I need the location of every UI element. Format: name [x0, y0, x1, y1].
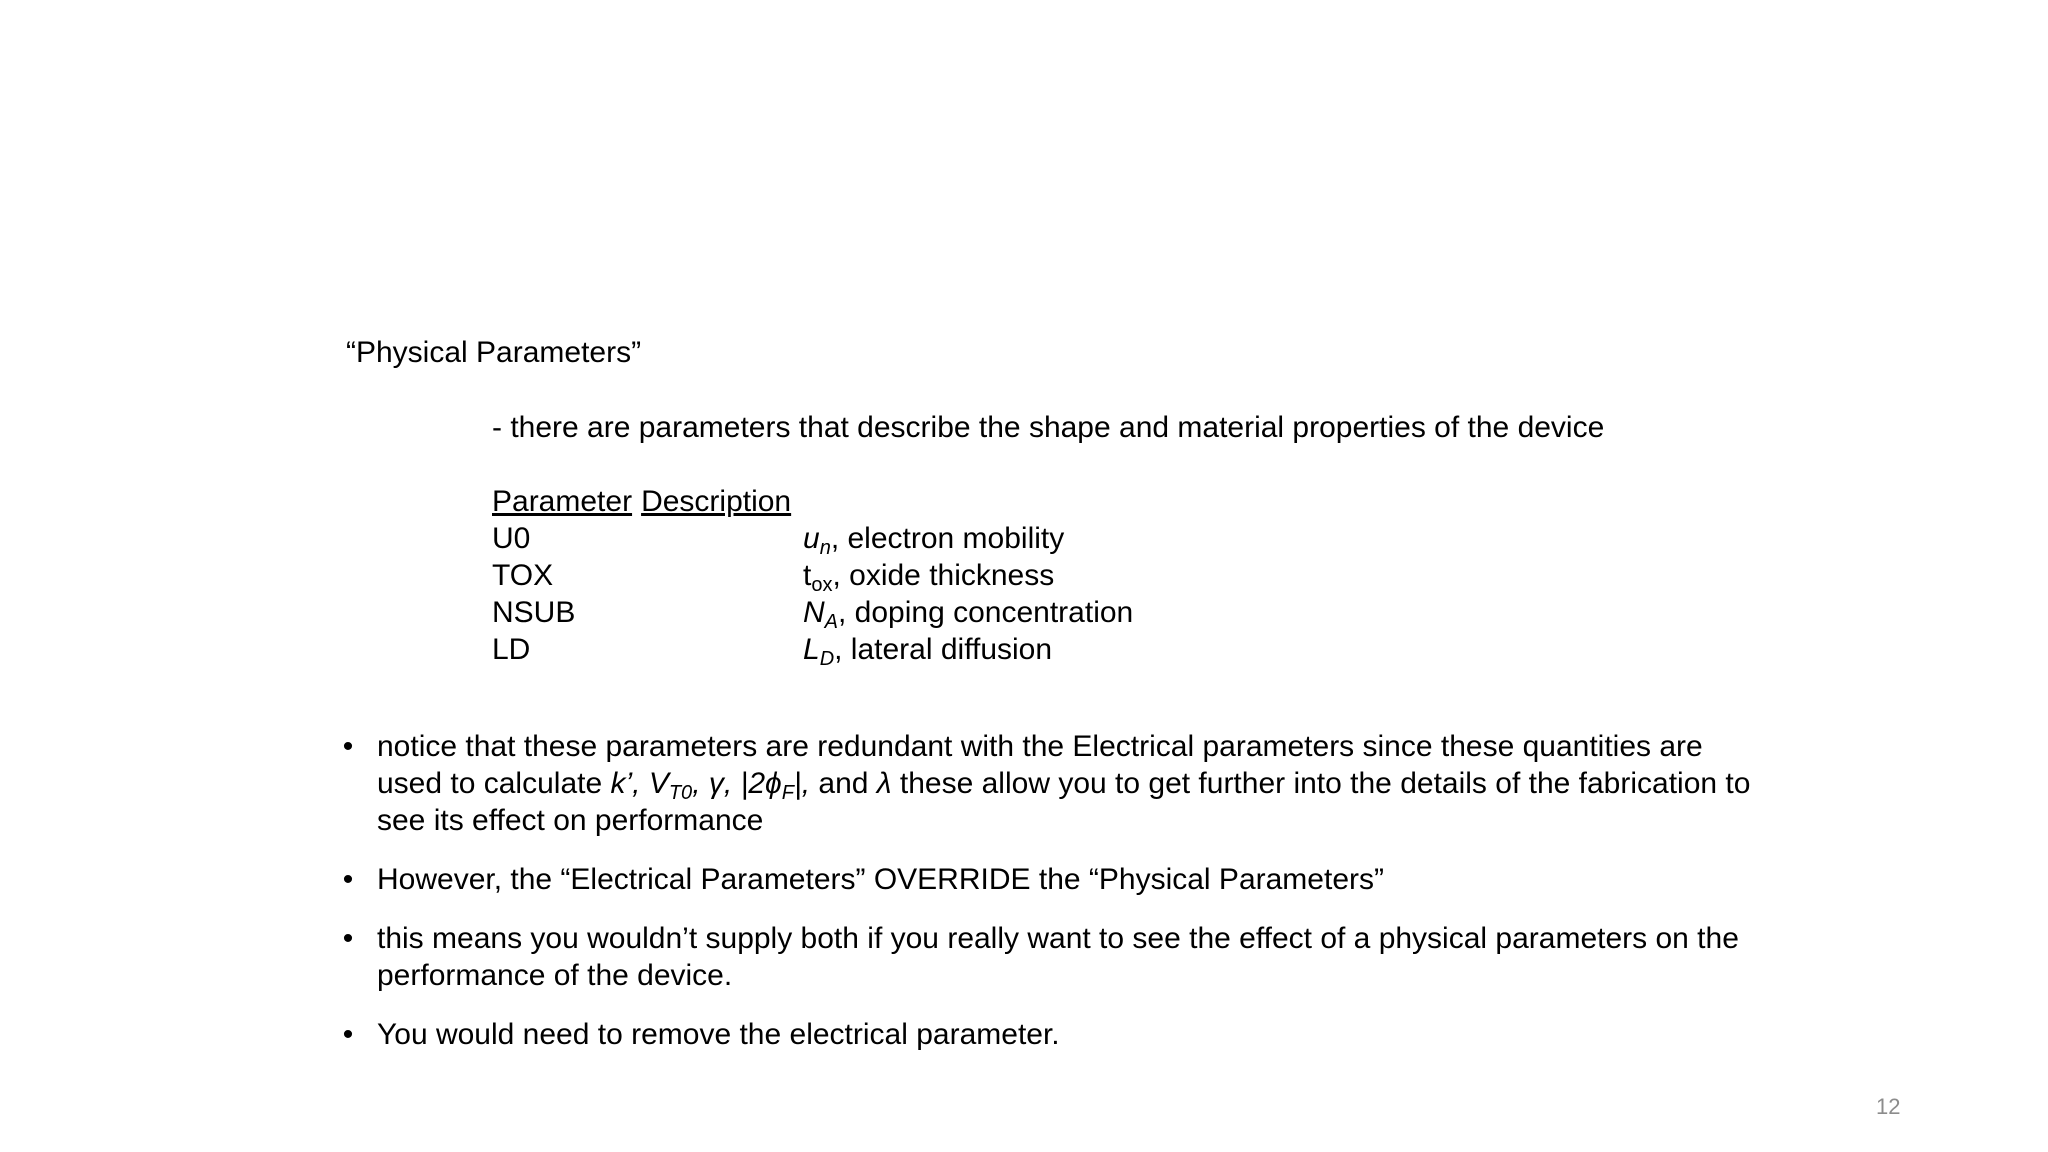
math-subscript: F [781, 782, 794, 804]
bullet-text: this means you wouldn’t supply both if you really want to see the effect of a physical parameters on the performance of the device. [377, 922, 1739, 992]
parameter-table [492, 483, 1133, 668]
math-subscript: T0 [668, 782, 693, 804]
bullet-text: and [818, 767, 869, 800]
param-description [803, 520, 1064, 557]
bullet-dot: • [342, 730, 354, 763]
page-number: 12 [1876, 1094, 1901, 1119]
bullet-text: these allow you to get further into the details of the fabrication to see its effect on performance [377, 767, 1751, 837]
bullet-text: You would need to remove the electrical parameter. [377, 1018, 1060, 1051]
param-description [803, 557, 1054, 594]
bullet-text: However, the “Electrical Parameters” OVERRIDE the “Physical Parameters” [377, 863, 1384, 896]
list-item [336, 1016, 1756, 1053]
math-lambda: λ [868, 767, 892, 800]
param-name: LD [492, 633, 531, 666]
param-description [803, 594, 1133, 631]
param-symbol: u [803, 522, 820, 555]
math-phi: ϕ [765, 767, 782, 800]
param-text: , lateral diffusion [834, 633, 1053, 666]
param-name: NSUB [492, 596, 576, 629]
bullet-dot: • [342, 863, 354, 896]
param-symbol: L [803, 633, 820, 666]
param-name: TOX [492, 559, 554, 592]
bullet-list [336, 728, 1756, 1075]
param-text: , oxide thickness [832, 559, 1055, 592]
math-k-v: k’, V [610, 767, 669, 800]
bullet-dot: • [342, 922, 354, 955]
param-text: , doping concentration [838, 596, 1134, 629]
math-gamma: , γ, |2 [692, 767, 766, 800]
param-subscript: A [824, 611, 839, 633]
table-row [492, 594, 1133, 631]
param-subscript: D [819, 648, 835, 670]
header-parameter: Parameter [492, 485, 633, 518]
math-abs: |, [793, 767, 819, 800]
list-item [336, 920, 1756, 994]
intro-text: - there are parameters that describe the shape and material properties of the device [492, 411, 1605, 444]
param-symbol: N [803, 596, 825, 629]
table-row [492, 520, 1133, 557]
list-item [336, 728, 1756, 839]
list-item [336, 861, 1756, 898]
param-text: , electron mobility [830, 522, 1065, 555]
bullet-dot: • [342, 1018, 354, 1051]
header-description: Description [641, 485, 792, 518]
param-subscript: ox [811, 574, 833, 596]
table-header [492, 483, 1133, 520]
bullet-text: notice that these parameters are redundant with the Electrical parameters since these quantities are used to calculate [377, 730, 1703, 800]
param-symbol: t [803, 559, 812, 592]
param-subscript: n [819, 537, 831, 559]
slide-heading: “Physical Parameters” [346, 336, 642, 369]
table-row [492, 557, 1133, 594]
param-description [803, 631, 1052, 668]
table-row [492, 631, 1133, 668]
param-name: U0 [492, 522, 531, 555]
